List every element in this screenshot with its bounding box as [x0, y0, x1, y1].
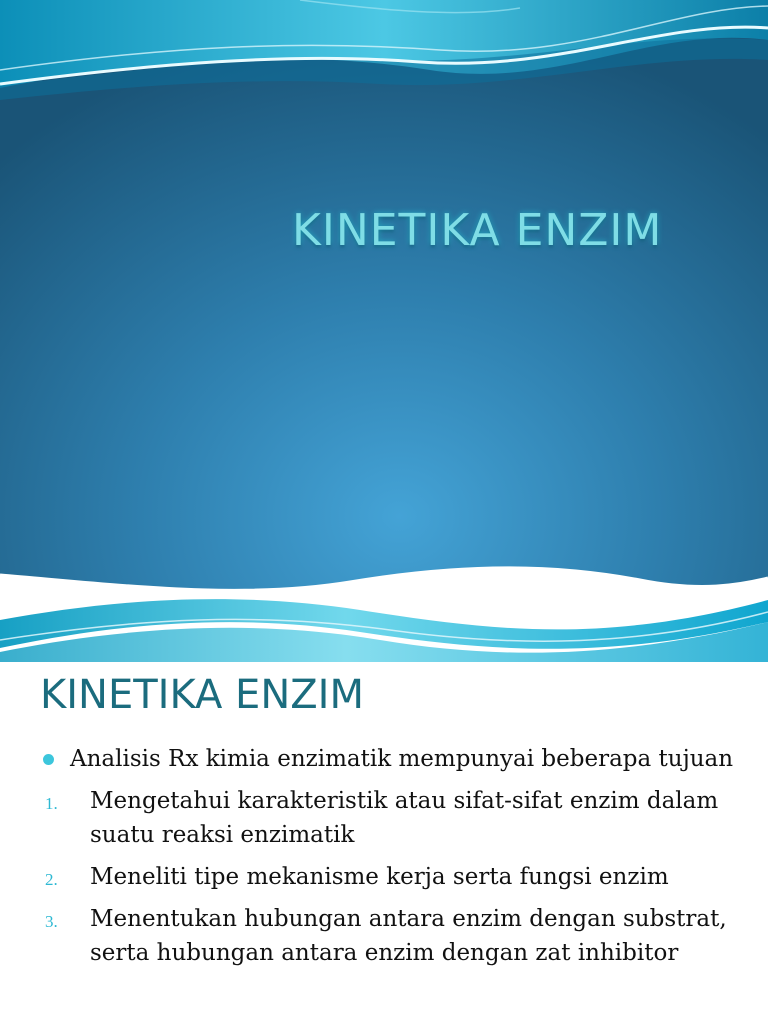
- list-item-1: [40, 784, 755, 852]
- slide-heading: KINETIKA ENZIM: [40, 672, 364, 718]
- list-item-intro: [40, 742, 755, 776]
- item-text: Meneliti tipe mekanisme kerja serta fungsi enzim: [90, 864, 669, 890]
- slide-body: [40, 742, 755, 978]
- item-number: 2.: [45, 870, 58, 889]
- intro-text: Analisis Rx kimia enzimatik mempunyai beberapa tujuan: [70, 746, 734, 772]
- item-text: Menentukan hubungan antara enzim dengan substrat, serta hubungan antara enzim dengan zat inhibitor: [90, 906, 727, 966]
- item-text: Mengetahui karakteristik atau sifat-sifat enzim dalam suatu reaksi enzimatik: [90, 788, 719, 848]
- circle-bullet-icon: [43, 754, 54, 765]
- list-item-2: [40, 860, 755, 894]
- slide-title: KINETIKA ENZIM: [292, 205, 663, 256]
- item-number: 3.: [45, 912, 58, 931]
- content-slide: [0, 662, 768, 1024]
- list-item-3: [40, 902, 755, 970]
- item-number: 1.: [45, 794, 58, 813]
